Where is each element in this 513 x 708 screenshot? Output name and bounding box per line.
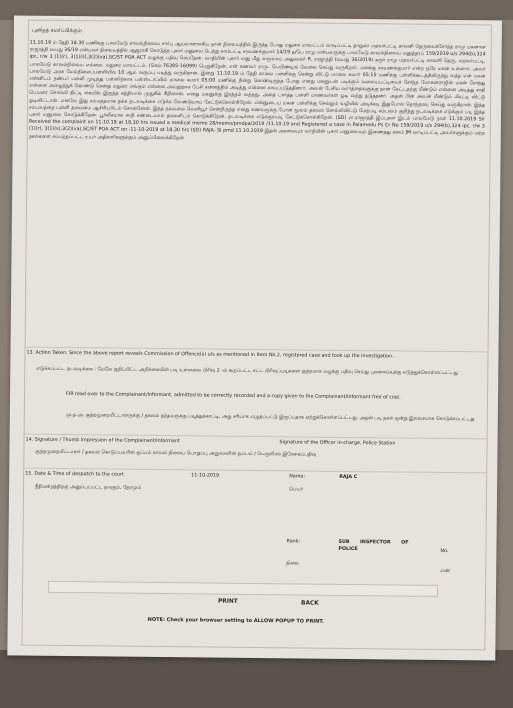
complainant-signature-label: 14. Signature / Thumb Impression of the Complainant/Informant	[25, 437, 180, 445]
popup-note: NOTE: Check your browser setting to ALLOW POPUP TO PRINT.	[147, 616, 324, 625]
action-taken-tamil: எடுக்கப்பட்ட நடவடிக்கை : மேலே குறிப்பிட்ட அறிக்கையின் படி உள்ளவை பிரிவு 2 -ல் கூறப்பட்ட சட்ட பிரிவுப்படிகளை குற்றமாக வழக்கு பதிவு செய்து புலனாய்வுக்கு எடுத்துக்கொள்ளப்பட்டது	[36, 366, 458, 377]
back-button[interactable]: BACK	[301, 600, 319, 607]
no-label: No.	[440, 548, 449, 555]
dispatch-date: 11-10-2019	[191, 473, 220, 479]
officer-signature-label: Signature of the Officer in-charge, Police Station	[279, 440, 396, 447]
rank-label: Rank:	[286, 539, 301, 545]
dispatch-tamil: நீதிமன்றத்திற்கு அனுப்பப்பட்ட நாளும், நேரமும்	[35, 484, 142, 491]
section-heading: புனிதத் சமர்ப்பிக்கும்	[31, 27, 82, 35]
name-value: RAJA C	[339, 474, 358, 481]
signature-tamil: குற்றமுறையீட்டாளர் / தகவல் கொடுப்பவரின் ஒப்பம் காவல் நிலைய பொறுப்பு அலுவலரின் ஒப்பம் / பெருவிரல் இரேகைப்பதிவு	[35, 449, 317, 458]
dispatch-label: 15. Date & Time of despatch to the court	[25, 471, 124, 478]
no-tamil: எண்	[440, 568, 451, 575]
print-button[interactable]: PRINT	[218, 598, 238, 605]
rank-value: SUB INSPECTOR OF POLICE	[338, 539, 409, 553]
fir-read-note: FIR read over to the Complainant/Informant, admitted to be correctly recorded and a copy given to the Complainant/Informant free of cost.	[66, 392, 401, 401]
action-taken-label: 13. Action Taken: Since the above report reveals Commission of Offence(s) u/s as mentioned in Item No.2, registered case and took up the investigation.	[26, 350, 394, 360]
fir-read-tamil: மு.த.அ. குற்றமுறையீட்டாளருக்கு / தகவல் தந்தவருக்கு படித்துக்காட்டி, அது சரியாக எழுதப்பட்டு இருப்பதாக ஏற்றுக்கொள்ளப்பட்டது. அதன் படி நகல் ஒன்று இலவசமாக கொடுக்கப்பட்டது	[65, 413, 475, 423]
complaint-body-text: 11.10.19 ம் தேதி 18.30 மணிக்கு பாலமேடு காவல்நிலைய சார்பு ஆய்வாளராகிய நான் நிலையத்தில் இருந்த போது மதுரை மாவட்டம் வாடிப்பட்டி தாலுகா மறவர்பட்டி காலனி தெருவைச்சேர்ந்த ராமு மகனான ராஜாத்தி வயது 36/19 என்பவர் நிலையத்தில் ஆஜராகி கொடுத்த புகார் மனுவை பெற்று காம்பட்டி சரவணக்குமார் 14/19 த/பெ ராமு என்பவருக்கு பாலமேடு காவல்நிலைய மனுத்தரப் 159/2019 u/s 294(b),324 ipc, r/w 3 (1)(r), 3(1)(s),3(2)(va),SC/ST POA ACT வழக்கு பதிவு செய்தேன். வாதியின் புகார் மனு மீது வருவாய் அலுவலர் R. ராஜாத்தி (வயது 36/2019) கரூர் ராமு மறவர்பட்டி காலனி தெரு, மறவர்பட்டி, பாலமேடு காவல்நிலைய எல்லை. மதுரை மாவட்டம். (செல்-76395-16099) பெறுகிறேன். என் கணவர் ராமு. பெயிண்டிங் வேலை செய்து வருகிறார். எனக்கு சரவணக்குமார் என்ற ஒரே மகன் உள்ளார். அவர் பாலமேடு அரசு மேல்நிலைப்பள்ளியில் 10 ஆம் வகுப்பு படித்து வருகிறான். இன்று 11.10.19 ம் தேதி காலை பள்ளிக்கு சென்று விட்டு மாலை சுமார் 05:15 மணிக்கு பள்ளிக்கூடத்திலிருந்து வந்த என் மகன் என்னிடம் நண்பர் பள்ளி முடிந்து பஸ்ஸிற்காக பஸ்ஸ்டாப்பில் மாலை சுமார் 05:00 மணிக்கு நின்று கொண்டிருந்த போது எனது மகனுடன் படிக்கும் வலையபட்டியைச் சேர்ந்த மோகனராஜின் மகன் சேர்ந்து என்னை அழைத்துக் கொண்டு சென்று மதுரை எங்கும் என்னை அவதூறாக பேசி கன்னத்தில் அடித்து என்னை காயப்படுத்தினார். அவன் பேசிய வார்த்தைகளுக்கு நான் கேட்டதற்கு மீண்டும் என்னை அடித்து சாதி பெயரை சொல்லி திட்டி கையில் இருந்த கத்தியால் முதுகில் கீறினான். எனது மகனுக்கு இரத்தம் வந்தது. அதை பார்த்த பள்ளி மாணவர்கள் ஓடி வந்து தடுத்தனர். அதன் பின் அவன் மீண்டும் மிரட்டி விட்டு ஓடிவிட்டான். எனவே இது சம்மந்தமாக தக்க நடவடிக்கை எடுக்க வேண்டுமாய் கேட்டுக்கொள்கிறேன். என்னுடைய மகன் பள்ளிக்கு செல்லும் வழியில் அடிக்கடி இதுபோல் தொந்தரவு செய்து வருகிறான். இந்த சம்பவத்தை பள்ளி தலைமை ஆசிரியரிடம் சொன்னேன். இந்த தகவலை வெளியூர் சென்றிருந்த எனது கணவருக்கு போன் மூலம் தகவல் சொல்லிவிட்டு மேற்படி சம்பவம் குறித்து நடவடிக்கை எடுக்கும் படி இந்த புகார் மனுவை கொடுக்கிறேன். பூர்வீகமாக சாதி சண்டையால் தங்களிடம் கொடுக்கிறேன். நடவடிக்கை எடுக்கும்படி கேட்டுக்கொள்கிறேன். (SD) ரா.ராஜாத்தி இப்புகார் இடம் பாலமேடு நாள் 11.10.2019 Sir Received the complaint on 11.10.19 at 18.30 hrs issued a medical memo 28/memo/pmdpa/2019 /11.10.19 and Registered a case in Palamedu Ps Cr No 159/2019 u/s 294(b),324 ipc, r/w 3 (1)(r), 3(1)(s),3(2)(va),SC/ST POA ACT on -11-10-2019 at 18.30 hrs (SD) RAJA- SI pmd 11.10.2019 இதன் அசலையும் வாதியின் புகார் மனுவையும் இணைத்து கனம் JM வாடிப்பட்டி அவர்களுக்கும் மற்ற நகல்களை சம்பந்தப்பட்ட உயர் அதிகாரிகளுக்கும் அனுப்பிவைக்கிறேன்	[28, 40, 486, 141]
rank-tamil: நிலை	[286, 561, 299, 567]
name-label: Name:	[289, 474, 306, 480]
name-tamil: பெயர்	[289, 487, 304, 493]
fir-document-page	[7, 15, 502, 660]
